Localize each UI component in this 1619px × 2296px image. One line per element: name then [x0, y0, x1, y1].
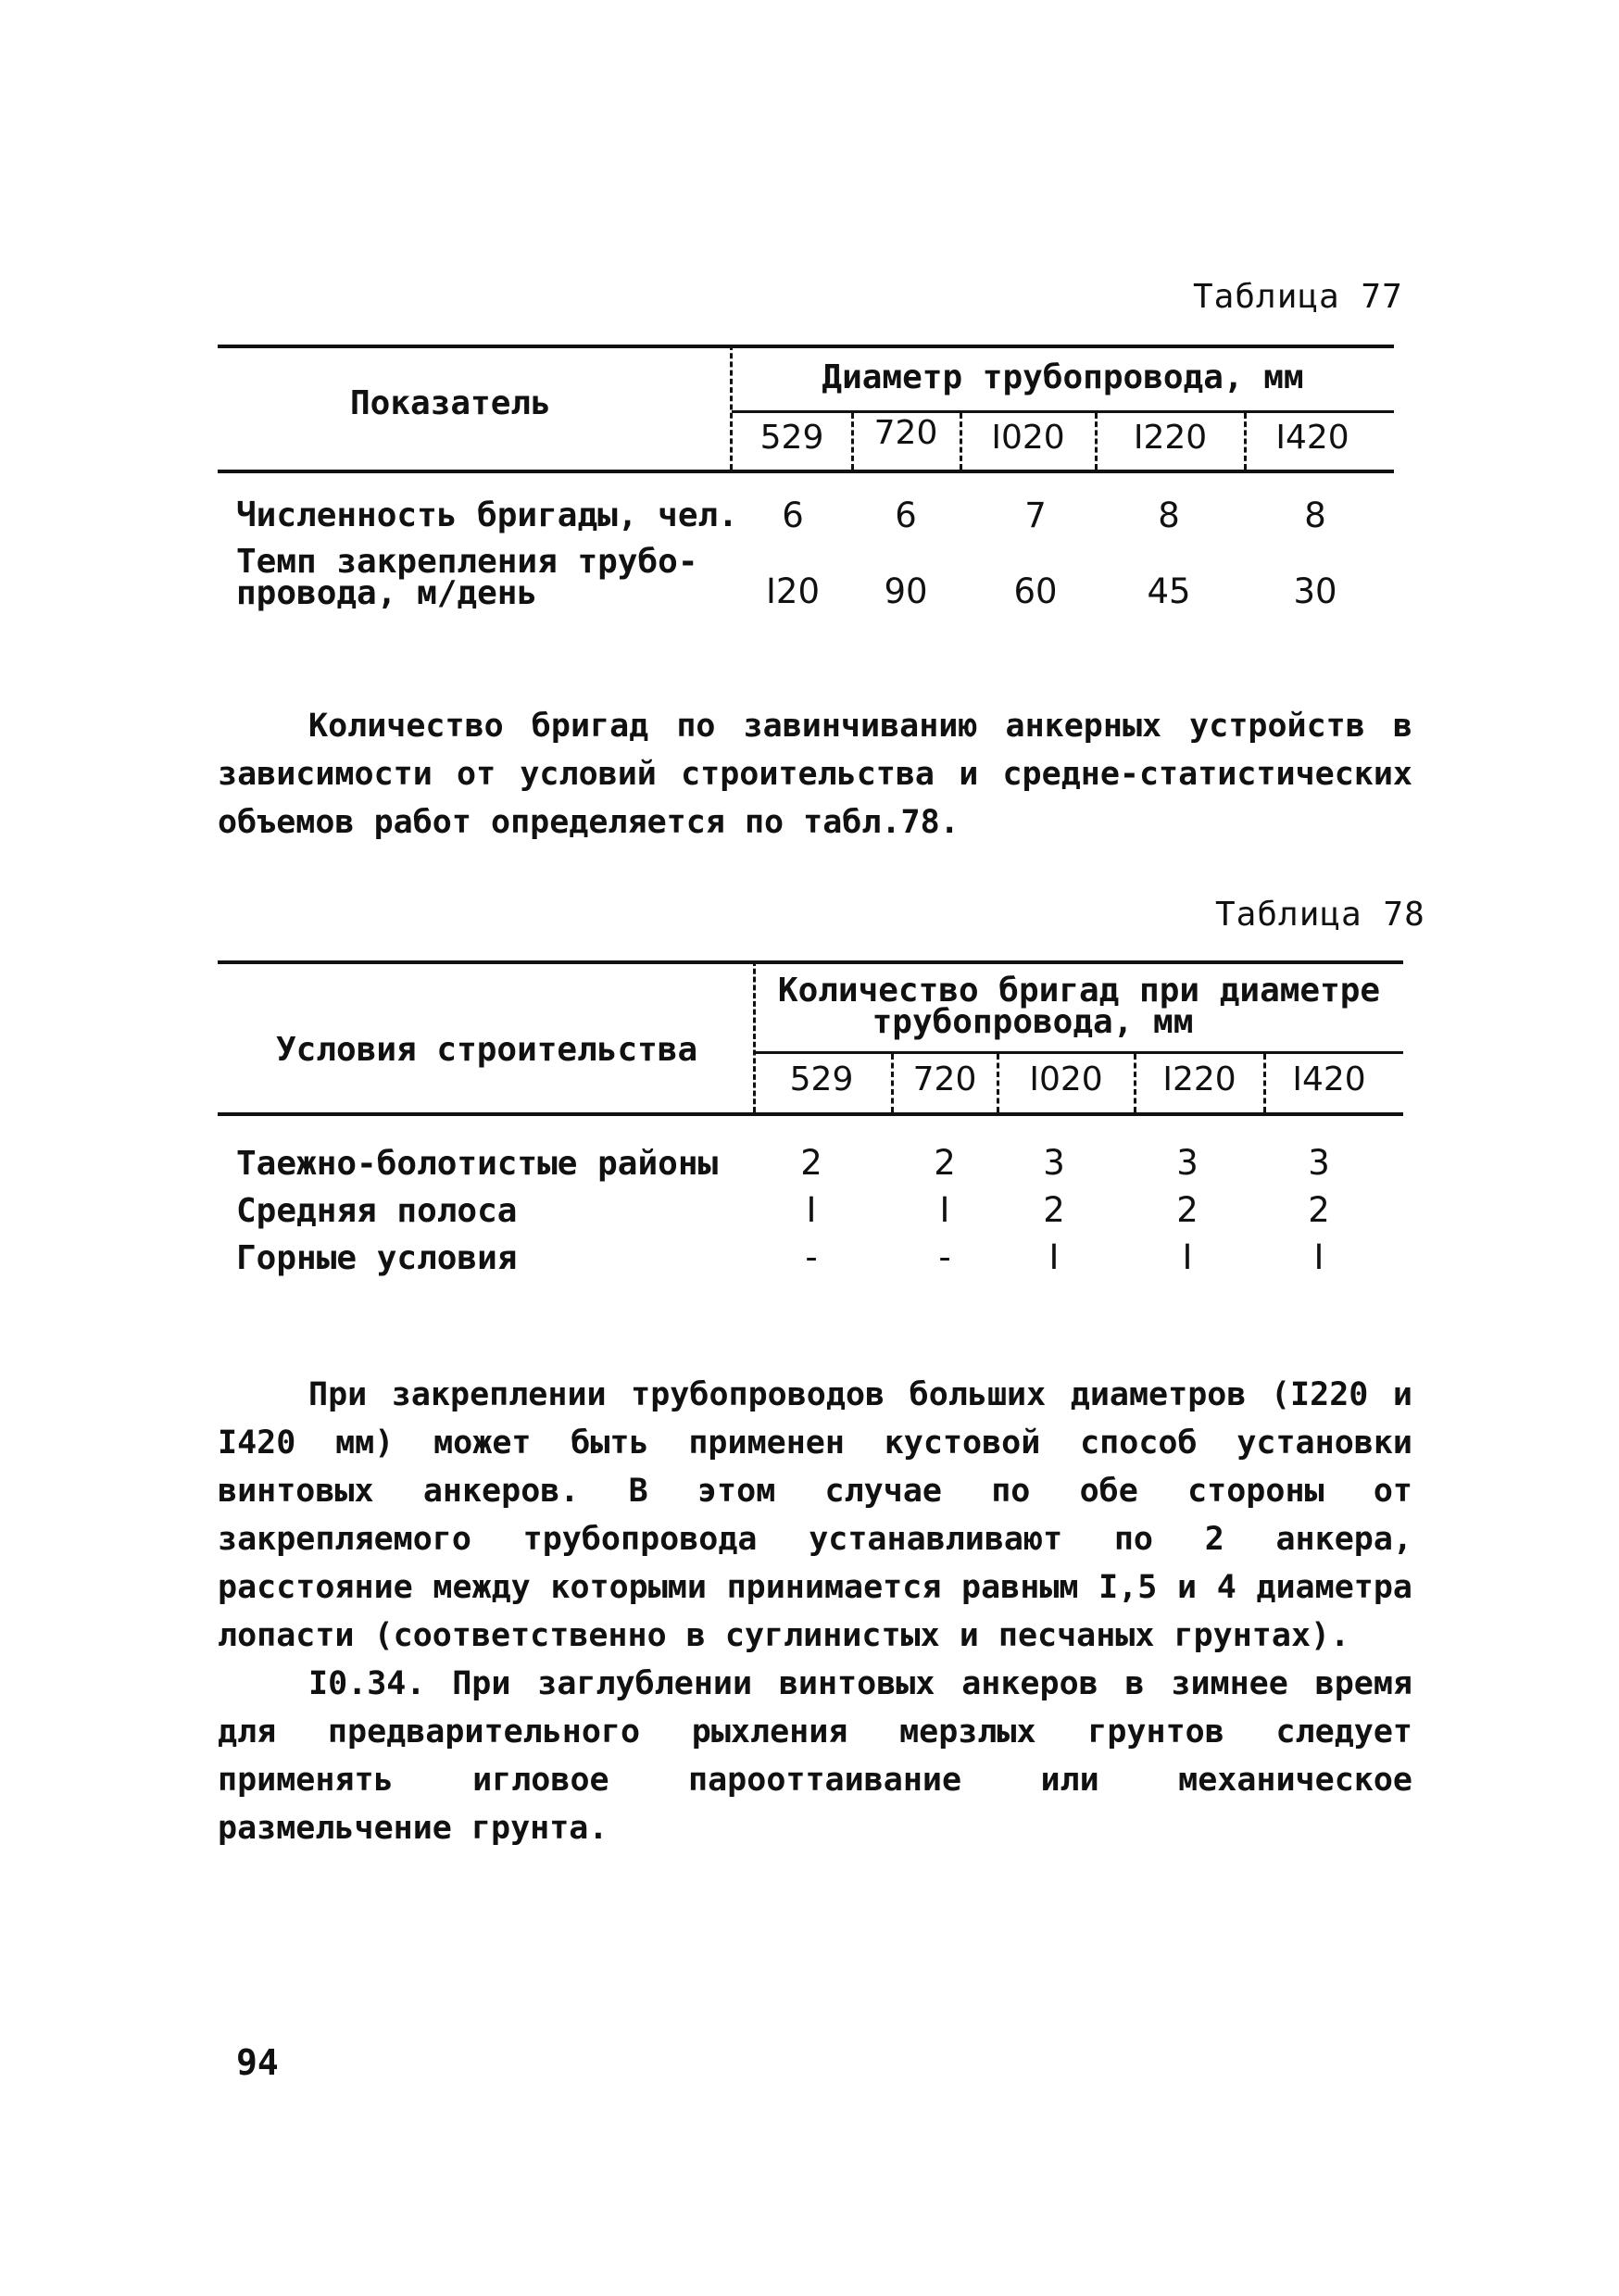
table-77-diameter-720: 720 — [873, 414, 938, 452]
table-78-row-taiga-value-720: 2 — [934, 1143, 956, 1183]
table-77-col-divider-4 — [1244, 413, 1247, 470]
table-77-row-rate-label-line2: провода, м/день — [236, 574, 538, 612]
table-77-diameter-529: 529 — [759, 419, 824, 457]
table-77-diameter-1020: I020 — [991, 419, 1065, 457]
table-78-row-middle-zone-value-1420: 2 — [1308, 1190, 1330, 1230]
table-78-caption: Таблица 78 — [1215, 896, 1425, 934]
table-77-row-crew-size-value-720: 6 — [895, 496, 917, 535]
table-78-col-divider-2 — [997, 1054, 999, 1112]
table-77-column-group-header: Диаметр трубопровода, мм — [822, 358, 1304, 396]
table-77-diameter-1220: I220 — [1133, 419, 1208, 457]
table-78-row-middle-zone-value-720: I — [939, 1190, 950, 1230]
table-78-header-bottom-rule — [218, 1112, 1403, 1116]
table-77-header-bottom-rule — [218, 470, 1394, 473]
table-77-row-rate-value-1020: 60 — [1013, 571, 1058, 611]
table-78-top-rule — [218, 960, 1403, 964]
table-78-row-taiga-value-1420: 3 — [1308, 1143, 1330, 1183]
table-78-diameter-529: 529 — [789, 1060, 854, 1098]
table-77-row-crew-size-value-529: 6 — [782, 496, 804, 535]
table-78-col-divider-4 — [1263, 1054, 1266, 1112]
table-78-row-mountain-value-529: - — [805, 1237, 818, 1277]
table-78-row-middle-zone-value-1220: 2 — [1176, 1190, 1199, 1230]
table-77-row-rate-value-1420: 30 — [1293, 571, 1337, 611]
table-78-diameter-720: 720 — [912, 1060, 977, 1098]
table-77-diameter-1420: I420 — [1275, 419, 1349, 457]
table-78-diameter-1020: I020 — [1029, 1060, 1103, 1098]
paragraph-brigade-count: Количество бригад по завинчиванию анкерных устройств в зависимости от условий строительства и средне-статистических объемов работ определяется по табл.78. — [218, 708, 1412, 841]
table-77-caption: Таблица 77 — [1193, 278, 1403, 316]
table-78-row-mountain-value-1420: I — [1313, 1237, 1324, 1277]
page-number: 94 — [236, 2042, 279, 2083]
table-77-row-crew-size-value-1220: 8 — [1158, 496, 1180, 535]
table-77-col-divider-2 — [960, 413, 962, 470]
table-78-col-divider-3 — [1134, 1054, 1136, 1112]
table-77-row-rate-label-line1: Темп закрепления трубо- — [236, 543, 698, 581]
table-78-subheader-rule — [755, 1051, 1403, 1054]
table-78-column-group-header-line2: трубопровода, мм — [872, 1003, 1194, 1041]
table-78-row-mountain-value-1020: I — [1048, 1237, 1060, 1277]
table-77-row-rate-value-529: I20 — [766, 571, 820, 611]
table-77-top-rule — [218, 345, 1394, 348]
table-77-row-header: Показатель — [350, 384, 551, 422]
table-77-row-crew-size-label: Численность бригады, чел. — [236, 496, 738, 534]
table-77-row-crew-size-value-1020: 7 — [1024, 496, 1047, 535]
paragraph-section-10-34: I0.34. При заглублении винтовых анкеров в зимнее время для предварительного рыхления мерзлых грунтов следует применять игловое парооттаивание или механическое размельчение грунта. — [218, 1665, 1412, 1847]
table-78-row-middle-zone-label: Средняя полоса — [236, 1192, 518, 1230]
table-78-row-mountain-label: Горные условия — [236, 1239, 518, 1277]
table-78-column-group-header-line1: Количество бригад при диаметре — [777, 972, 1381, 1010]
table-77-row-crew-size-value-1420: 8 — [1304, 496, 1326, 535]
table-78-row-mountain-value-1220: I — [1182, 1237, 1193, 1277]
table-78-row-mountain-value-720: - — [938, 1237, 951, 1277]
table-77-subheader-rule — [732, 410, 1394, 413]
table-78-row-taiga-label: Таежно-болотистые районы — [236, 1145, 719, 1183]
table-78-row-header: Условия строительства — [276, 1031, 698, 1069]
table-78-col-divider-1 — [891, 1054, 894, 1112]
table-77-row-rate-value-1220: 45 — [1147, 571, 1191, 611]
table-78-row-taiga-value-1220: 3 — [1176, 1143, 1199, 1183]
table-78-row-middle-zone-value-1020: 2 — [1043, 1190, 1065, 1230]
table-78-diameter-1220: I220 — [1162, 1060, 1236, 1098]
table-78-diameter-1420: I420 — [1292, 1060, 1366, 1098]
table-78-row-taiga-value-1020: 3 — [1043, 1143, 1065, 1183]
table-78-row-taiga-value-529: 2 — [800, 1143, 822, 1183]
table-77-row-rate-value-720: 90 — [884, 571, 928, 611]
paragraph-cluster-method: При закреплении трубопроводов больших диаметров (I220 и I420 мм) может быть применен кустовой способ установки винтовых анкеров. В этом случае по обе стороны от закрепляемого трубопровода устанавливают по 2 анкера, расстояние между которыми принимается равным I,5 и 4 диаметра лопасти (соответственно в суглинистых и песчаных грунтах). — [218, 1376, 1412, 1654]
table-78-row-middle-zone-value-529: I — [806, 1190, 817, 1230]
table-77-col-divider-3 — [1095, 413, 1098, 470]
